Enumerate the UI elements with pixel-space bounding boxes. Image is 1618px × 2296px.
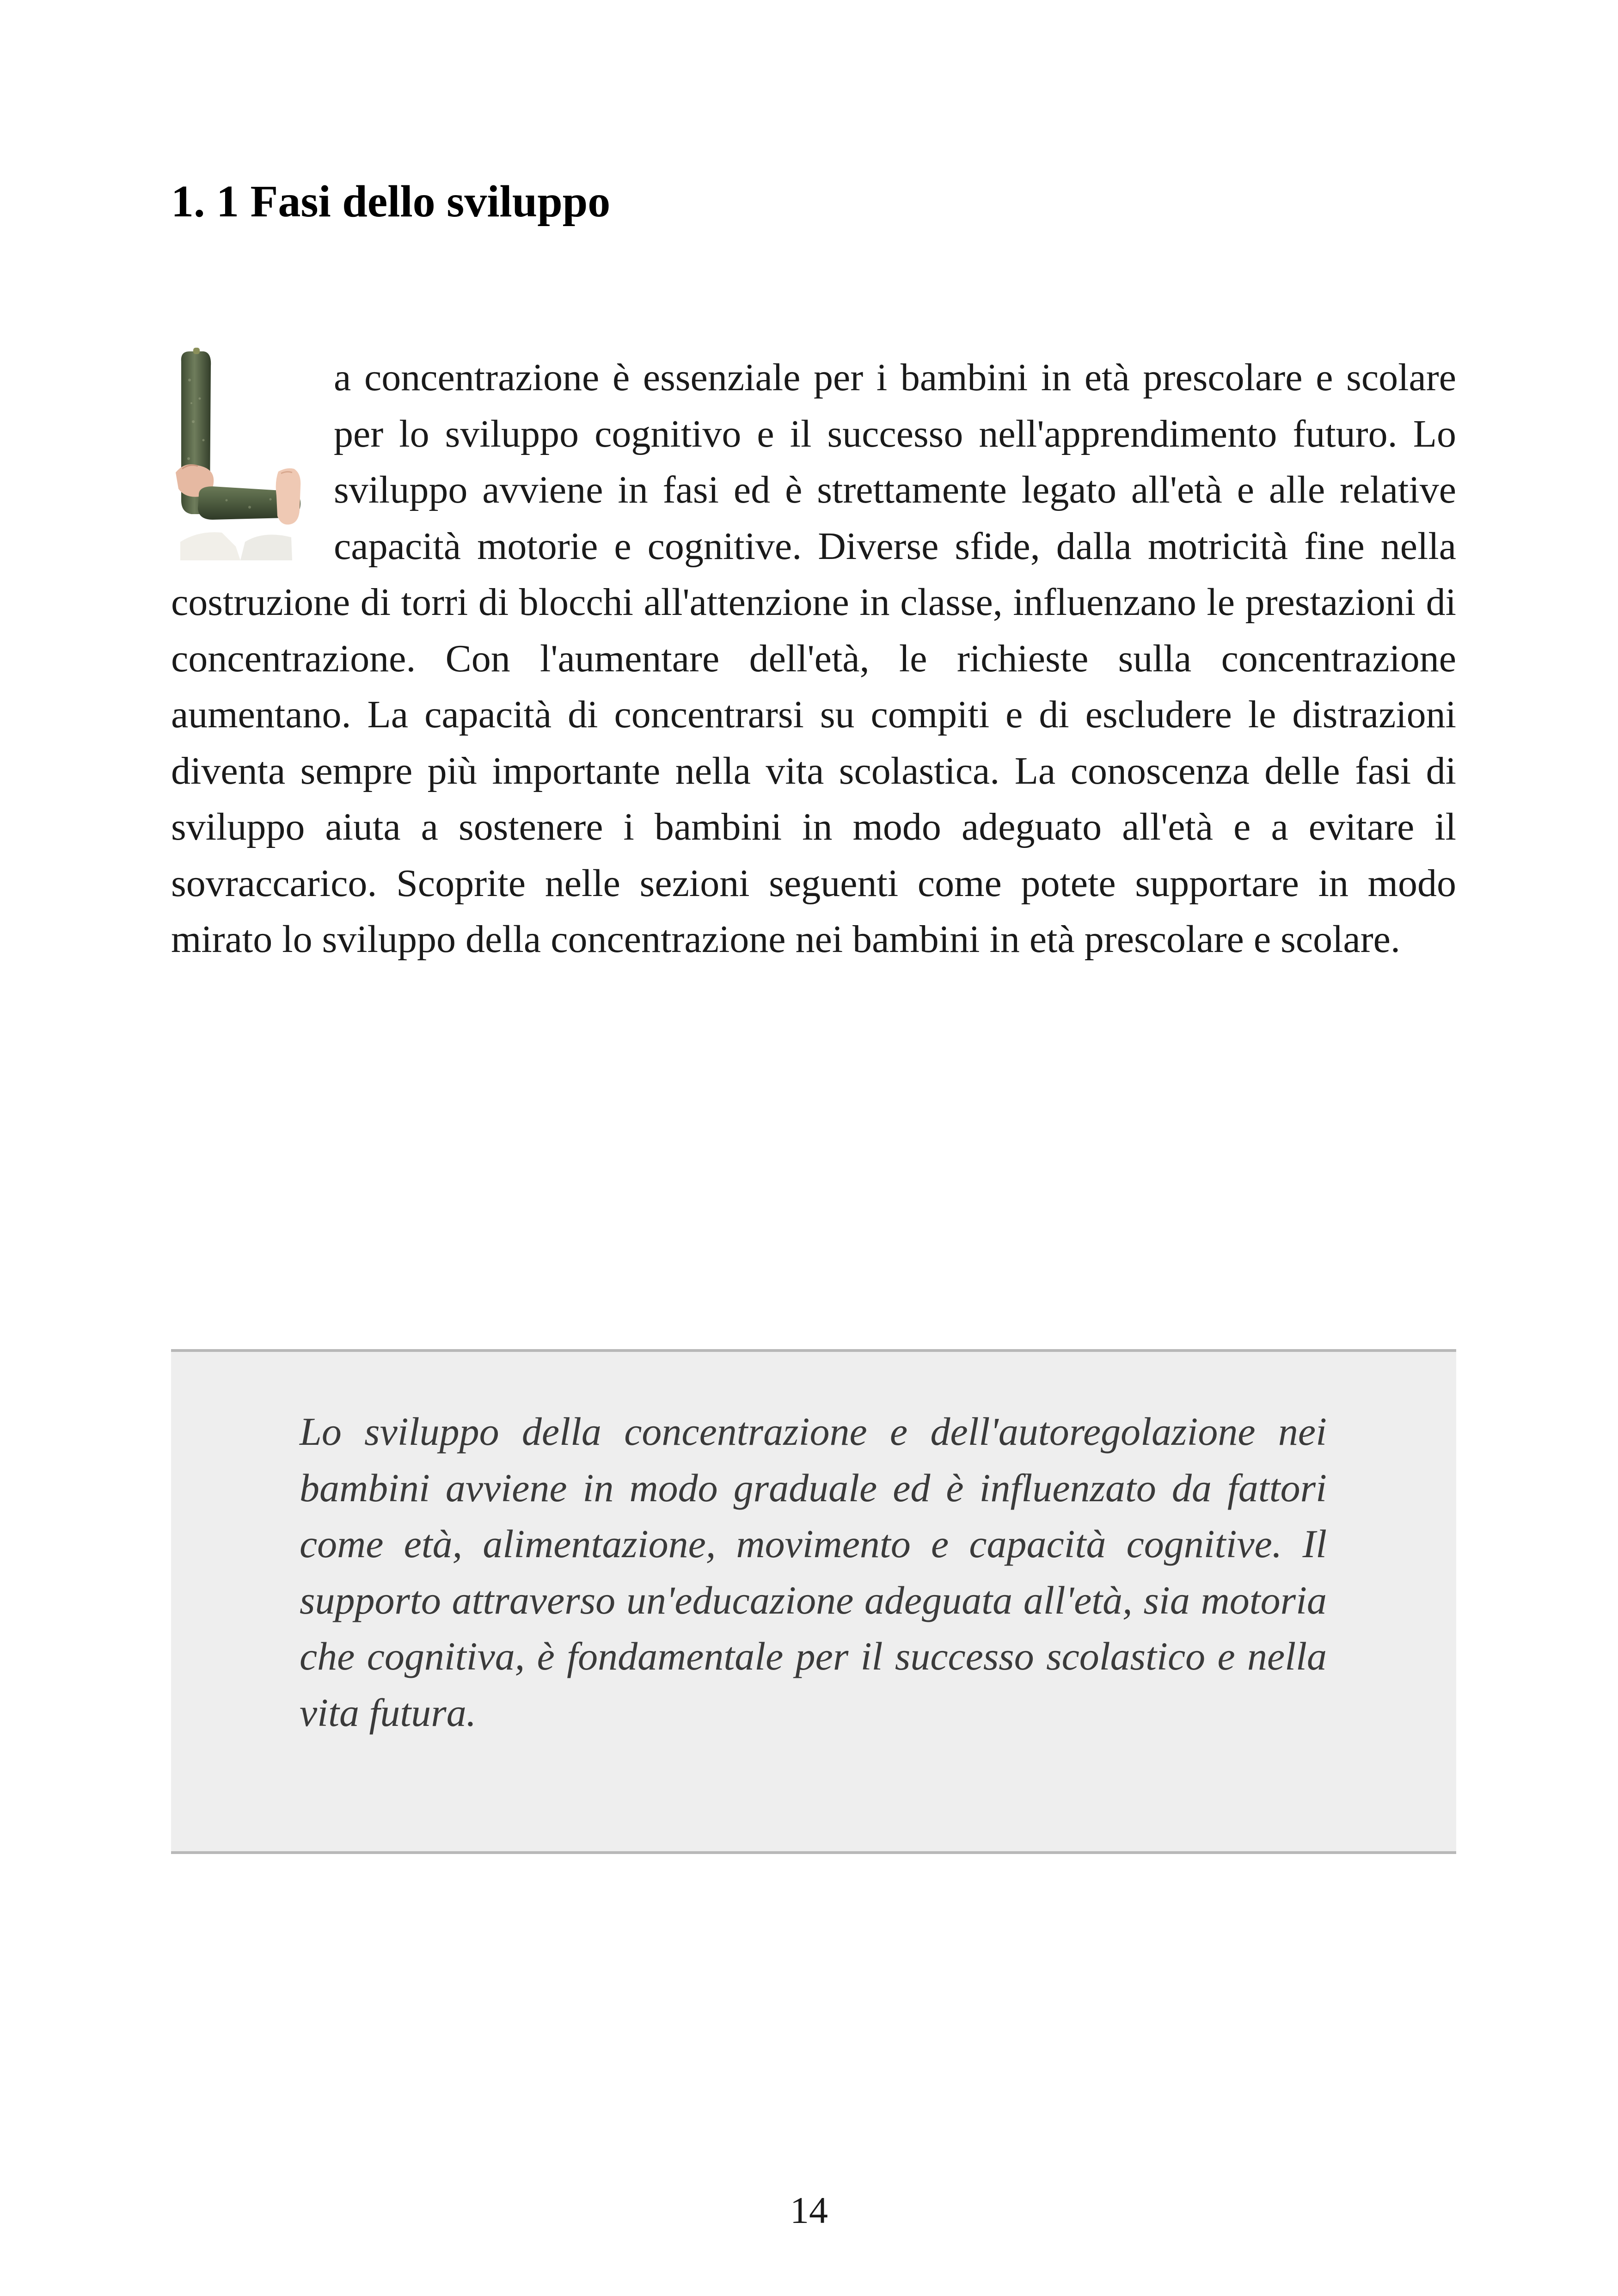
page-number: 14 <box>790 2189 828 2231</box>
dropcap-spacer <box>171 350 334 571</box>
body-paragraph <box>171 350 1456 968</box>
summary-callout-box <box>171 1349 1456 1854</box>
section-title: 1. 1 Fasi dello sviluppo <box>171 177 611 227</box>
paragraph-text: a concentrazione è essenziale per i bambini in età prescolare e scolare per lo sviluppo cognitivo e il successo nell'apprendimento futuro. Lo sviluppo avviene in fasi ed è strettamente legato all'età e alle relative capacità motorie e cognitive. Diverse sfide, dalla motricità fine nella costruzione di torri di blocchi all'attenzione in classe, influenzano le prestazioni di concentrazione. Con l'aumentare dell'età, le richieste sulla concentrazione aumentano. La capacità di concentrarsi su compiti e di escludere le distrazioni diventa sempre più importante nella vita scolastica. La conoscenza delle fasi di sviluppo aiuta a sostenere i bambini in modo adeguato all'età e a evitare il sovraccarico. Scoprite nelle sezioni seguenti come potete supportare in modo mirato lo sviluppo della concentrazione nei bambini in età prescolare e scolare. <box>171 356 1456 961</box>
callout-text: Lo sviluppo della concentrazione e dell'autoregolazione nei bambini avviene in modo graduale ed è influenzato da fattori come età, alimentazione, movimento e capacità cognitive. Il supporto attraverso un'educazione adeguata all'età, sia motoria che cognitiva, è fondamentale per il successo scolastico e nella vita futura. <box>300 1409 1327 1735</box>
